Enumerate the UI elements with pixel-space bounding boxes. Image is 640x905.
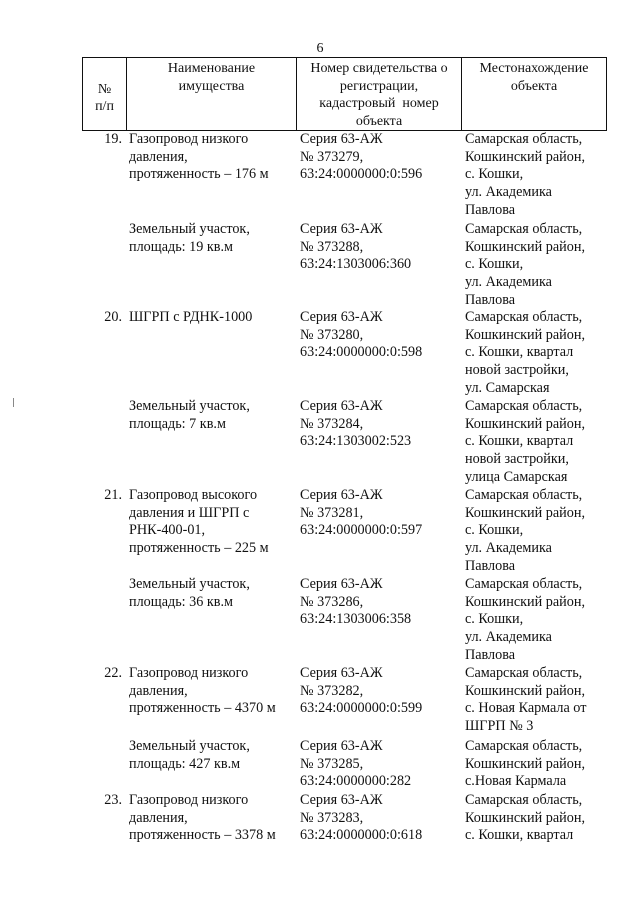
item-location: Самарская область, Кошкинский район, с. Кошки, квартал новой застройки, улица Самарская [465,398,585,485]
item-location: Самарская область, Кошкинский район, с. Кошки, квартал новой застройки, ул. Самарская [465,309,585,396]
header-property-name: Наименование имущества [127,58,297,131]
scan-margin-mark [13,398,14,407]
item-number: 20. [104,309,122,325]
item-certificate: Серия 63-АЖ № 373280, 63:24:0000000:0:598 [300,309,423,361]
item-certificate: Серия 63-АЖ № 373285, 63:24:0000000:282 [300,738,412,790]
item-certificate: Серия 63-АЖ № 373284, 63:24:1303002:523 [300,398,412,450]
item-name: Газопровод низкого давления, протяженность – 176 м [129,131,269,183]
item-location: Самарская область, Кошкинский район, с. Кошки, квартал [465,792,585,844]
item-name: ШГРП с РДНК-1000 [129,309,253,325]
page-number: 6 [316,41,324,56]
item-certificate: Серия 63-АЖ № 373279, 63:24:0000000:0:596 [300,131,423,183]
item-certificate: Серия 63-АЖ № 373281, 63:24:0000000:0:597 [300,487,423,539]
item-location: Самарская область, Кошкинский район, с. Кошки, ул. Академика Павлова [465,131,585,218]
item-number: 19. [104,131,122,147]
item-name: Газопровод низкого давления, протяженность – 4370 м [129,665,276,717]
item-name: Земельный участок, площадь: 36 кв.м [129,576,250,610]
item-certificate: Серия 63-АЖ № 373283, 63:24:0000000:0:618 [300,792,423,844]
header-certificate-number: Номер свидетельства о регистрации, кадастровый номер объекта [297,58,462,131]
item-name: Земельный участок, площадь: 7 кв.м [129,398,250,432]
item-name: Газопровод низкого давления, протяженность – 3378 м [129,792,276,844]
item-location: Самарская область, Кошкинский район, с.Новая Кармала [465,738,585,790]
item-number: 22. [104,665,122,681]
item-name: Земельный участок, площадь: 19 кв.м [129,221,250,255]
item-certificate: Серия 63-АЖ № 373286, 63:24:1303006:358 [300,576,412,628]
header-number: № п/п [83,58,127,131]
item-certificate: Серия 63-АЖ № 373282, 63:24:0000000:0:599 [300,665,423,717]
item-location: Самарская область, Кошкинский район, с. Кошки, ул. Академика Павлова [465,221,585,308]
item-location: Самарская область, Кошкинский район, с. Кошки, ул. Академика Павлова [465,487,585,574]
header-location: Местонахождение объекта [462,58,607,131]
item-name: Газопровод высокого давления и ШГРП с РНК-400-01, протяженность – 225 м [129,487,269,557]
item-number: 21. [104,487,122,503]
item-number: 23. [104,792,122,808]
item-name: Земельный участок, площадь: 427 кв.м [129,738,250,772]
item-certificate: Серия 63-АЖ № 373288, 63:24:1303006:360 [300,221,412,273]
item-location: Самарская область, Кошкинский район, с. Новая Кармала от ШГРП № 3 [465,665,587,735]
table-header [82,57,607,131]
item-location: Самарская область, Кошкинский район, с. Кошки, ул. Академика Павлова [465,576,585,663]
